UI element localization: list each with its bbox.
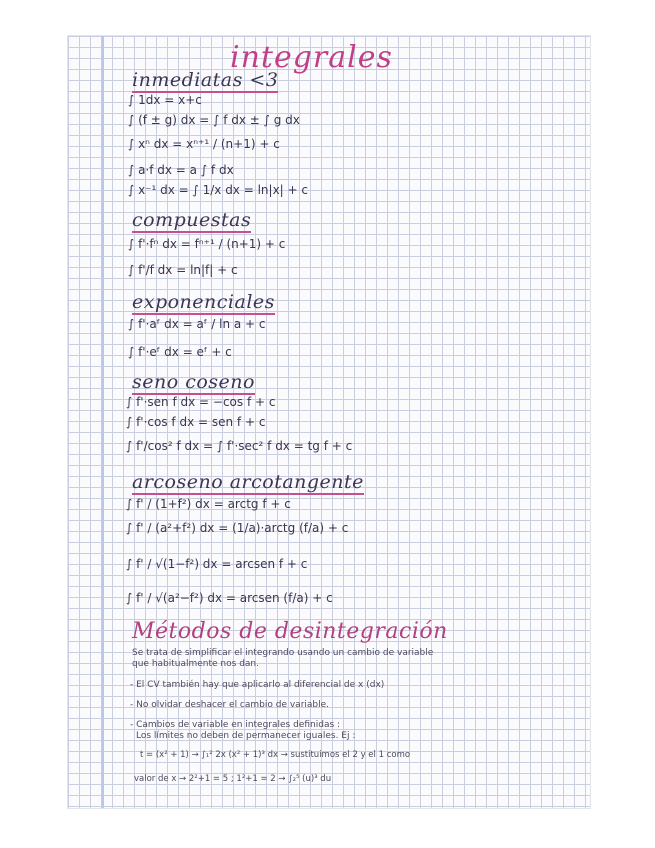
heading-exponenciales: exponenciales: [132, 291, 275, 313]
formula-arco-2: ∫ f' / (a²+f²) dx = (1/a)·arctg (f/a) + c: [126, 521, 349, 535]
metodos-example-line-2: valor de x → 2²+1 = 5 ; 1²+1 = 2 → ∫₂⁵ (u)³ du: [134, 774, 332, 784]
metodos-note-cv: - El CV también hay que aplicarlo al diferencial de x (dx): [130, 680, 385, 690]
formula-arco-1: ∫ f' / (1+f²) dx = arctg f + c: [126, 497, 291, 511]
formula-compuesta-2: ∫ f'/f dx = ln|f| + c: [128, 263, 238, 277]
formula-seno-1: ∫ f'·sen f dx = −cos f + c: [126, 395, 276, 409]
formula-inmediata-2: ∫ (f ± g) dx = ∫ f dx ± ∫ g dx: [128, 113, 300, 127]
formula-exponencial-2: ∫ f'·eᶠ dx = eᶠ + c: [128, 345, 232, 359]
formula-compuesta-1: ∫ f'·fⁿ dx = fⁿ⁺¹ / (n+1) + c: [128, 237, 286, 251]
page-title: integrales: [230, 40, 393, 75]
metodos-example-line-1: t = (x² + 1) → ∫₁² 2x (x² + 1)³ dx → sustituimos el 2 y el 1 como: [140, 750, 411, 760]
heading-arcoseno: arcoseno arcotangente: [132, 471, 364, 493]
metodos-note-cambios-1: - Cambios de variable en integrales definidas :: [130, 720, 341, 730]
metodos-intro-line-2: que habitualmente nos dan.: [132, 659, 259, 669]
metodos-intro-line-1: Se trata de simplificar el integrando usando un cambio de variable: [132, 648, 434, 658]
formula-inmediata-1: ∫ 1dx = x+c: [128, 93, 202, 107]
heading-seno-coseno: seno coseno: [132, 371, 255, 393]
formula-inmediata-3: ∫ xⁿ dx = xⁿ⁺¹ / (n+1) + c: [128, 137, 280, 151]
formula-inmediata-5: ∫ x⁻¹ dx = ∫ 1/x dx = ln|x| + c: [128, 183, 308, 197]
formula-inmediata-4: ∫ a·f dx = a ∫ f dx: [128, 163, 234, 177]
formula-arco-3: ∫ f' / √(1−f²) dx = arcsen f + c: [126, 557, 308, 571]
margin-line: [102, 36, 104, 808]
formula-arco-4: ∫ f' / √(a²−f²) dx = arcsen (f/a) + c: [126, 591, 333, 605]
metodos-note-deshacer: - No olvidar deshacer el cambio de variable.: [130, 700, 330, 710]
heading-inmediatas: inmediatas <3: [132, 69, 279, 91]
heading-metodos: Métodos de desintegración: [132, 619, 448, 644]
formula-seno-3: ∫ f'/cos² f dx = ∫ f'·sec² f dx = tg f + c: [126, 439, 353, 453]
heading-compuestas: compuestas: [132, 209, 252, 231]
metodos-note-cambios-2: Los límites no deben de permanecer iguales. Ej :: [136, 731, 356, 741]
formula-exponencial-1: ∫ f'·aᶠ dx = aᶠ / ln a + c: [128, 317, 266, 331]
formula-seno-2: ∫ f'·cos f dx = sen f + c: [126, 415, 266, 429]
